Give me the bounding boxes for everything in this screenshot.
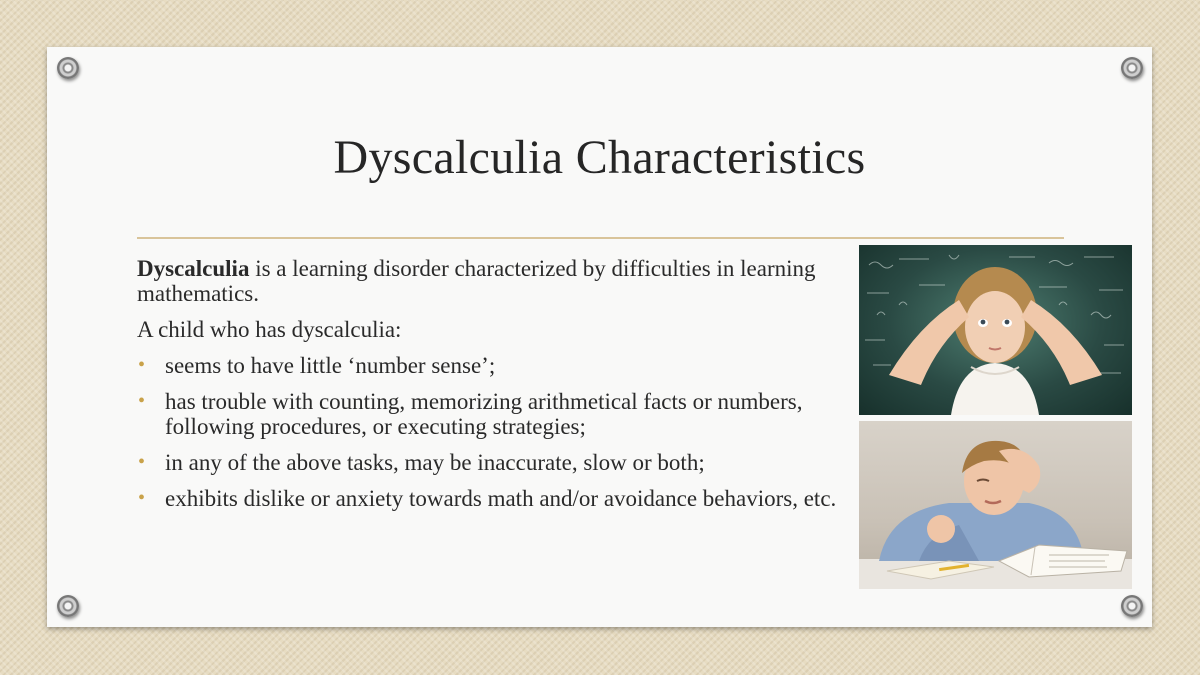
list-item-text: in any of the above tasks, may be inaccurate, slow or both;	[165, 450, 705, 475]
list-item	[137, 486, 837, 511]
list-item-text: seems to have little ‘number sense’;	[165, 353, 496, 378]
bullet-icon: •	[138, 487, 146, 509]
girl-chalkboard-illustration	[859, 245, 1132, 415]
list-item-text: has trouble with counting, memorizing arithmetical facts or numbers, following procedures, or executing strategies;	[165, 389, 803, 439]
pushpin-icon	[57, 57, 79, 79]
title-divider	[137, 237, 1064, 239]
lead-text: A child who has dyscalculia:	[137, 317, 402, 342]
bullet-icon: •	[138, 390, 146, 412]
bullet-list	[137, 353, 837, 511]
list-item	[137, 353, 837, 378]
list-item	[137, 389, 837, 439]
girl-chalkboard-photo	[859, 245, 1132, 415]
bullet-icon: •	[138, 451, 146, 473]
intro-term: Dyscalculia	[137, 256, 250, 281]
list-item	[137, 450, 837, 475]
pushpin-icon	[1121, 595, 1143, 617]
bullet-icon: •	[138, 354, 146, 376]
slide-body	[137, 256, 837, 522]
slide-title: Dyscalculia Characteristics	[333, 131, 866, 184]
intro-paragraph	[137, 256, 837, 306]
list-item-text: exhibits dislike or anxiety towards math and/or avoidance behaviors, etc.	[165, 486, 837, 511]
boy-book-illustration	[859, 421, 1132, 589]
intro-text: is a learning disorder characterized by difficulties in learning mathematics.	[137, 256, 816, 306]
pushpin-icon	[1121, 57, 1143, 79]
boy-book-photo	[859, 421, 1132, 589]
pushpin-icon	[57, 595, 79, 617]
